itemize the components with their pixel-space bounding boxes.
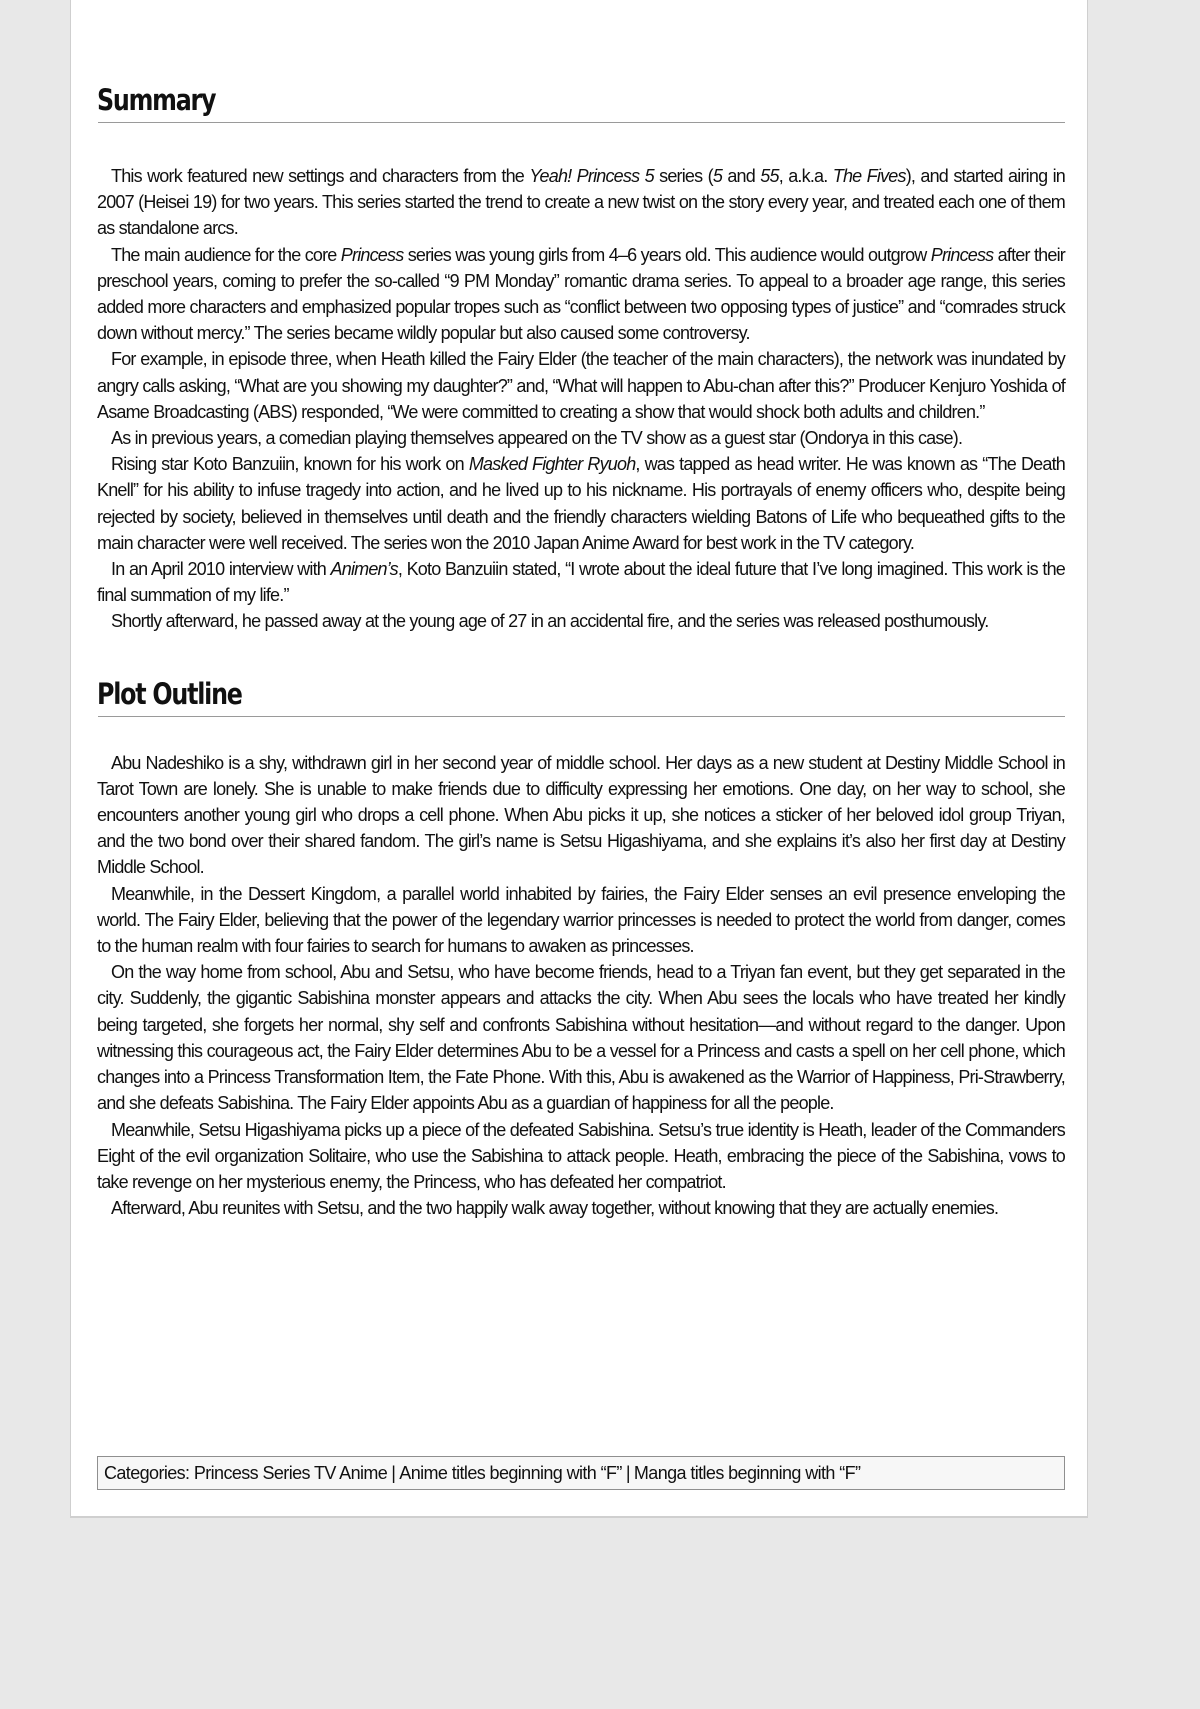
- plot-paragraph-3: On the way home from school, Abu and Setsu, who have become friends, head to a Triyan fan event, but they get separated in the city. Suddenly, the gigantic Sabishina monster appears and attacks the city. When Abu sees the locals who have treated her kindly being targeted, she forgets her normal, shy self and confronts Sabishina without hesitation—and without regard to the danger. Upon witnessing this courageous act, the Fairy Elder determines Abu to be a vessel for a Princess and casts a spell on her cell phone, which changes into a Princess Transformation Item, the Fate Phone. With this, Abu is awakened as the Warrior of Happiness, Pri-Strawberry, and she defeats Sabishina. The Fairy Elder appoints Abu as a guardian of happiness for all the people.: [97, 962, 1065, 1114]
- text-run: In an April 2010 interview with: [111, 559, 331, 580]
- category-link-manga-titles-f[interactable]: Manga titles beginning with “F”: [633, 1463, 861, 1483]
- summary-body: [97, 163, 1065, 635]
- summary-paragraph-7: Shortly afterward, he passed away at the young age of 27 in an accidental fire, and the series was released posthumously.: [111, 611, 989, 632]
- text-run: ), and started airing in 2007 (Heisei 19) for two years. This series started the trend to create a new twist on the story every year, and treated each one of them as standalone arcs.: [97, 166, 1065, 239]
- category-separator: |: [391, 1463, 396, 1483]
- series-title-italic: Princess: [930, 244, 994, 265]
- text-run: , was tapped as head writer. He was known as “The Death Knell” for his ability to infuse tragedy into action, and he lived up to his nickname. His portrayals of enemy officers who, despite being rejected by society, believed in themselves until death and the friendly characters wielding Batons of Life who bequeathed gifts to the main character were well received. The series won the 2010 Japan Anime Award for best work in the TV category.: [97, 454, 1065, 553]
- categories-label: Categories:: [104, 1463, 194, 1483]
- plot-divider: [98, 716, 1065, 717]
- summary-paragraph-4: As in previous years, a comedian playing themselves appeared on the TV show as a guest star (Ondorya in this case).: [111, 428, 963, 449]
- summary-paragraph-2: [97, 242, 1065, 347]
- text-run: series was young girls from 4–6 years old. This audience would outgrow: [403, 244, 931, 265]
- plot-paragraph-2: Meanwhile, in the Dessert Kingdom, a parallel world inhabited by fairies, the Fairy Elder senses an evil presence enveloping the world. The Fairy Elder, believing that the power of the legendary warrior princesses is needed to protect the world from danger, comes to the human realm with four fairies to search for humans to awaken as princesses.: [97, 883, 1065, 957]
- series-title-italic: 5: [712, 166, 723, 186]
- document-page: [70, 0, 1088, 1518]
- plot-paragraph-1: Abu Nadeshiko is a shy, withdrawn girl in her second year of middle school. Her days as a new student at Destiny Middle School in Tarot Town are lonely. She is unable to make friends due to difficulty expressing her emotions. One day, on her way to school, she encounters another young girl who drops a cell phone. When Abu picks it up, she notices a sticker of her beloved idol group Triyan, and the two bond over their shared fandom. The girl’s name is Setsu Higashiyama, and she explains it’s also her first day at Destiny Middle School.: [97, 752, 1065, 878]
- summary-paragraph-6: [97, 556, 1065, 608]
- plot-paragraph-5: Afterward, Abu reunites with Setsu, and the two happily walk away together, without knowing that they are actually enemies.: [111, 1198, 999, 1219]
- series-title-italic: Yeah! Princess 5: [529, 166, 654, 186]
- text-run: series (: [653, 166, 713, 186]
- category-separator: |: [625, 1463, 630, 1483]
- summary-section: [97, 78, 1065, 635]
- magazine-title-italic: Animen’s: [330, 559, 398, 580]
- series-title-italic: Masked Fighter Ryuoh: [468, 454, 636, 475]
- text-run: after their preschool years, coming to prefer the so-called “9 PM Monday” romantic drama series. To appeal to a broader age range, this series added more characters and emphasized popular tropes such as “conflict between two opposing types of justice” and “comrades struck down without mercy.” The series became wildly popular but also caused some controversy.: [97, 244, 1065, 344]
- category-link-anime-titles-f[interactable]: Anime titles beginning with “F”: [399, 1463, 622, 1483]
- series-title-italic: Princess: [340, 244, 404, 265]
- text-run: Rising star Koto Banzuiin, known for his work on: [111, 454, 469, 475]
- category-link-princess-series[interactable]: Princess Series TV Anime: [193, 1463, 388, 1483]
- text-run: The main audience for the core: [111, 244, 341, 265]
- text-run: , Koto Banzuiin stated, “I wrote about the ideal future that I’ve long imagined. This work is the final summation of my life.”: [97, 559, 1065, 606]
- plot-heading: Plot Outline: [97, 676, 242, 711]
- summary-paragraph-3: For example, in episode three, when Heath killed the Fairy Elder (the teacher of the main characters), the network was inundated by angry calls asking, “What are you showing my daughter?” and, “What will happen to Abu-chan after this?” Producer Kenjuro Yoshida of Asame Broadcasting (ABS) responded, “We were committed to creating a show that would shock both adults and children.”: [97, 349, 1065, 422]
- series-title-italic: The Fives: [832, 166, 906, 186]
- article-content: [97, 78, 1065, 1221]
- text-run: This work featured new settings and characters from the: [111, 166, 530, 186]
- summary-paragraph-5: [97, 451, 1065, 556]
- text-run: and: [722, 166, 761, 186]
- summary-divider: [98, 122, 1065, 123]
- plot-section: [97, 672, 1065, 1222]
- summary-paragraph-1: [97, 163, 1065, 242]
- text-run: , a.k.a.: [778, 166, 833, 186]
- plot-body: [97, 750, 1065, 1222]
- series-title-italic: 55: [760, 166, 779, 186]
- summary-heading: Summary: [97, 83, 216, 117]
- plot-paragraph-4: Meanwhile, Setsu Higashiyama picks up a piece of the defeated Sabishina. Setsu’s true identity is Heath, leader of the Commanders Eight of the evil organization Solitaire, who use the Sabishina to attack people. Heath, embracing the piece of the Sabishina, vows to take revenge on her mysterious enemy, the Princess, who has defeated her compatriot.: [97, 1119, 1065, 1192]
- categories-box: [97, 1456, 1065, 1490]
